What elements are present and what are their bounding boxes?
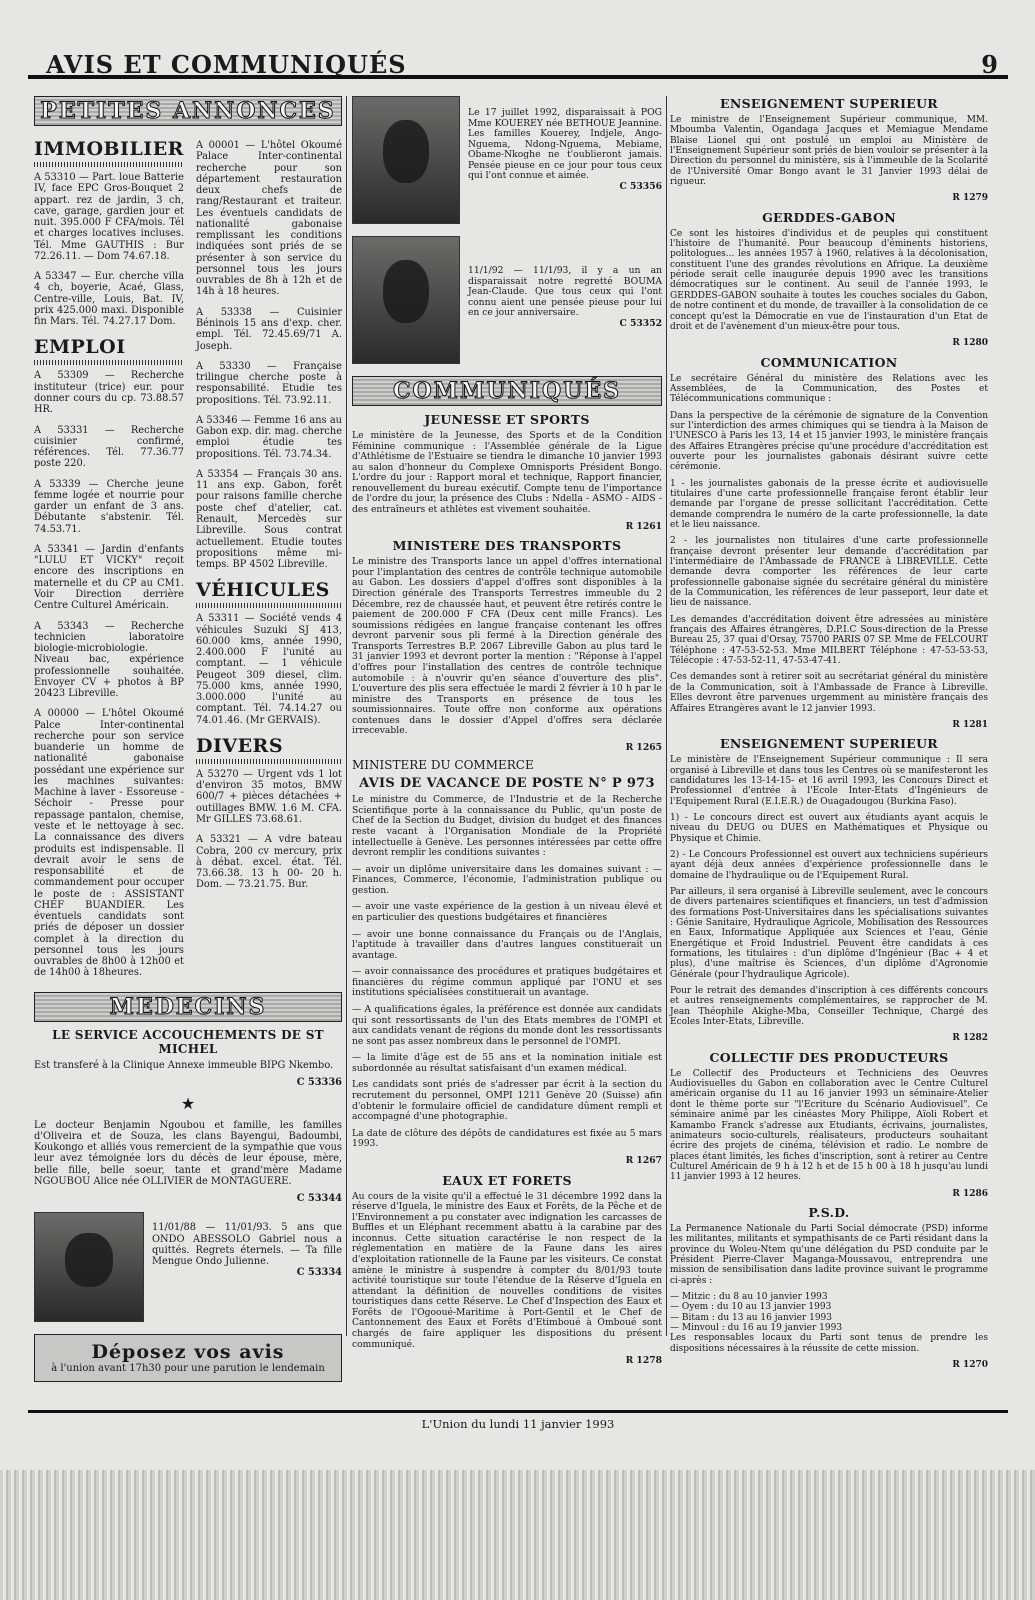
divers-heading: DIVERS (195, 734, 284, 757)
notice-text: — A qualifications égales, la préférence est donnée aux candidats qui sont ressortissants de l'un des Etats membres de l'OMPI et aux candidats venant de régions du monde dont les ressortissants ne sont pas assez nombreux dans le personnel de l'OMPI. (352, 1004, 662, 1047)
notice-text: 1) - Le concours direct est ouvert aux étudiants ayant acquis le niveau du DEUG ou DUES en Mathématiques et Physique ou Physique et Chimie. (670, 812, 988, 844)
communiques-banner: COMMUNIQUÉS (352, 376, 662, 406)
classified-ad: A 53330 — Française trilingue cherche poste à responsabilité. Etudie tes propositions. Tél. 73.92.11. (195, 360, 342, 406)
notice-ref: R 1261 (625, 520, 662, 532)
classified-ad: A 00000 — L'hôtel Okoumé Palce Inter-continental recherche pour son service buanderie un homme de nationalité gabonaise possédant une expérience sur les machines suivantes: Machine à laver - Essoreuse - Séchoir - Presse pour repassage pantalon, chemise, veste et le nettoyage à sec. La connaissance des divers produits est indispensable. Il devrait avoir le sens de responsabilité et de commandement pour occuper le poste de : ASSISTANT CHEF BUANDIER. Les éventuels candidats sont priés de déposer un dossier complet à la direction du personnel tous les jours ouvrables de 8h00 à 12h00 et de 14h00 à 18heures. (34, 708, 184, 979)
obituary-text: Le 17 juillet 1992, disparaissait à POG Mme KOUEREY née BETHOUE Jeannine. Les familles Kouerey, Indjele, Ango-Nguema, Ndong-Nguema, Mebiame, Obame-Nkoghe ne t'oublieront jamais. Pensée pieuse en ce jour pour tous ceux qui l'ont connue et aimée. (468, 107, 662, 182)
scan-noise-strip (0, 1470, 1035, 1600)
thanks-notice: Le docteur Benjamin Ngoubou et famille, les familles d'Oliveira et de Souza, les clans Bayengui, Badoumbi, Koukongo et alliés vous remercient de la sympathie que vous leur avez témoignée lors du décès de leur épouse, mère, belle fille, belle soeur, tante et grand'mère Madame NGOUBOU Alice née OLLIVIER de MONTAGUERE. (34, 1119, 342, 1187)
notice-text: 2 - les journalistes non titulaires d'une carte professionnelle française devront présenter leur demande d'accréditation par l'intermédiaire de l'Ambassade de FRANCE à LIBREVILLE. Cette demande devra comporter les références de leur carte professionnelle gabonaise signée du secrétaire général du ministère de la Communication, les références de leur passeport, leur date et lieu de naissance. (670, 536, 988, 609)
notice-ref: C 53334 (296, 1267, 342, 1279)
deposit-subline: à l'union avant 17h30 pour une parution le lendemain (51, 1363, 325, 1375)
notice-text: 1 - les journalistes gabonais de la presse écrite et audiovisuelle titulaires d'une carte professionnelle française feront établir leur demande par l'organe de presse sollicitant l'accréditation. Cette demande comprendra le numéro de la carte professionnelle, la date et le lieu naissance. (670, 478, 988, 530)
header-rule (28, 75, 1008, 79)
star-icon: ★ (180, 1094, 196, 1114)
notice-text: Les candidats sont priés de s'adresser par écrit à la section du recrutement du personnel, OMPI 1211 Genève 20 (Suisse) afin d'obtenir le formulaire officiel de candidature dûment rempli et accompagné d'une photographie. (352, 1079, 662, 1123)
notice-text: Le ministre des Transports lance un appel d'offres international pour l'implantation des centres de contrôle technique automobile au Gabon. Les dossiers d'appel d'offres sont disponibles à la Direction générale des Transports Terrestres immeuble du 2 Décembre, rez de chaussée haut, et peuvent être retirés contre le paiement de 200.000 F CFA (Deux cent mille Francs). Les soumissions rédigées en langue française contenant les offres devront parvenir sous pli fermé à la Direction générale des Transports Terrestres B.P. 2067 Libreville Gabon au plus tard le 31 janvier 1993 et devront porter la mention : "Réponse à l'appel d'offres pour l'installation des centres de contrôle technique automobile : à n'ouvrir qu'en séance d'ouverture des plis". L'ouverture des plis sera effectuée le mardi 2 février à 10 h par le ministre des Transports en présence de tous les soumissionnaires. Toute offre non conforme aux opérations contenues dans le dossier d'Appel d'offres sera déclarée irrecevable. (352, 556, 662, 737)
schedule-item: — Bitam : du 13 au 16 janvier 1993 (670, 1312, 832, 1323)
page-footer (28, 1410, 1008, 1431)
notice-text: Le secrétaire Général du ministère des Relations avec les Assemblées, de la Communication, des Postes et Télécommunications communique : (670, 373, 988, 405)
obituary-text: 11/1/92 — 11/1/93, il y a un an disparaissait notre regretté BOUMA Jean-Claude. Que tous ceux qui l'ont connu aient une pensée pieuse pour lui en ce jour anniversaire. (468, 265, 662, 319)
immobilier-heading: IMMOBILIER (34, 138, 184, 160)
classified-ad: A 53347 — Eur. cherche villa 4 ch, boyerie, Acaé, Glass, Centre-ville, Louis, Bat. IV, prix 425.000 maxi. Disponible fin Mars. Tél. 74.27.17 Dom. (34, 271, 184, 328)
classified-ad: A 53331 — Recherche cuisinier confirmé, références. Tél. 77.36.77 poste 220. (34, 424, 184, 470)
notice-text: Ces demandes sont à retirer soit au secrétariat général du ministère de la Communication, soit à l'Ambassade de France à Libreville. Elles devront être parvenues urgemment au ministère français des Affaires Etrangères avant le 12 janvier 1993. (670, 672, 988, 714)
classified-ad: A 53321 — A vdre bateau Cobra, 200 cv mercury, prix à débat. excel. état. Tél. 73.66.38. 13 h 00- 20 h. Dom. — 73.21.75. Bur. (195, 834, 342, 891)
portrait-photo (352, 236, 460, 364)
notice-text: — avoir une vaste expérience de la gestion à un niveau élevé et en particulier des questions budgétaires et financières (352, 901, 662, 923)
notice-title: GERDDES-GABON (762, 209, 896, 225)
medecins-banner: MEDECINS (34, 992, 342, 1022)
notice-ref: C 53352 (619, 317, 662, 329)
notice-text: Par ailleurs, il sera organisé à Libreville seulement, avec le concours de divers partenaires scientifiques et financiers, un test d'admission des formations Post-Universitaires dans les spécialisations suivantes : Génie Sanitaire, Hydraulique Agricole, Mobilisation des Ressources en Eaux, Informatique Appliquée aux Sciences et l'eau, Génie Energétique et Froid Industriel. Peuvent être candidats à ces formations, les titulaires : d'un diplôme d'Ingénieur (Bac + 4 et plus), d'une maîtrise ès Sciences, d'un diplôme d'Agronomie Générale (pour l'hydraulique Agricole). (670, 886, 988, 980)
notice-ref: C 53336 (296, 1077, 342, 1088)
page-header (28, 48, 1008, 78)
footer-dateline: L'Union du lundi 11 janvier 1993 (421, 1417, 615, 1431)
classified-ad: A 53346 — Femme 16 ans au Gabon exp. dir. mag. cherche emploi étudie tes propositions. Tél. 73.74.34. (195, 414, 342, 460)
communiques-column (352, 96, 662, 1367)
notice-title: COLLECTIF DES PRODUCTEURS (709, 1049, 949, 1065)
notice-text: La Permanence Nationale du Parti Social démocrate (PSD) informe les militantes, militants et sympathisants de ce Parti résidant dans la province du Woleu-Ntem qu'une délégation du PSD conduite par le Président Pierre-Claver Maganga-Moussavou, entreprendra une mission de sensibilisation dans ladite province suivant le programme ci-après : (670, 1223, 988, 1286)
notice-title: ENSEIGNEMENT SUPERIEUR (720, 736, 938, 752)
vehicules-heading: VÉHICULES (195, 579, 330, 602)
notice-title: MINISTERE DES TRANSPORTS (392, 538, 622, 554)
notice-text: Les responsables locaux du Parti sont tenus de prendre les dispositions nécessaires à la réussite de cette mission. (670, 1333, 988, 1354)
notice-text: Pour le retrait des demandes d'inscription à ces différents concours et autres renseignements complémentaires, se rapprocher de M. Jean Théophile Akighe-Mba, Conseiller Technique, Chargé des Ecoles Inter-Etats, Libreville. (670, 986, 988, 1028)
section-rule (196, 603, 342, 608)
page-number: 9 (981, 50, 998, 79)
notice-ref: R 1286 (952, 1188, 988, 1199)
notice-text: Le ministère de l'Enseignement Supérieur communique : Il sera organisé à Libreville et dans tous les Centres où se manifesteront les candidatures les 13-14-15- et 16 avril 1993, les Concours Direct et Professionnel d'entrée à l'Ecole Inter-Etats d'Ingénieurs de l'Equipement Rural (E.I.E.R.) de Ouagadougou (Burkina Faso). (670, 755, 988, 807)
notice-ref: R 1267 (625, 1154, 662, 1166)
classifieds-column (34, 96, 342, 1382)
schedule-item: — Minvoul : du 16 au 19 janvier 1993 (670, 1323, 843, 1333)
petites-annonces-banner: PETITES ANNONCES (34, 96, 342, 126)
notice-title: COMMUNICATION (760, 354, 898, 370)
classified-ad: A 53354 — Français 30 ans. 11 ans exp. Gabon, forêt pour raisons famille cherche poste chef d'atelier, cat. Renault, Mercedès sur Libreville. Sous contrat actuellement. Etudie toutes propositions même mi-temps. BP 4502 Libreville. (195, 468, 342, 571)
classified-ad: A 53311 — Société vends 4 véhicules Suzuki SJ 413, 60.000 kms, année 1990, 2.400.000 F l'unité au comptant. — 1 véhicule Peugeot 309 diesel, clim. 75.000 kms, année 1990, 3.000.000 l'unité au comptant. Tél. 74.14.27 ou 74.01.46. (Mr GERVAIS). (195, 613, 342, 726)
notice-ref: R 1265 (625, 742, 662, 754)
classified-ad: A 53339 — Cherche jeune femme logée et nourrie pour garder un enfant de 3 ans. Débutante s'abstenir. Tél. 74.53.71. (34, 478, 184, 535)
notice-ref: C 53344 (296, 1193, 342, 1205)
notice-text: — avoir connaissance des procédures et pratiques budgétaires et financières du régime commun appliqué par l'ONU et ses institutions spécialisées constituerait un avantage. (352, 966, 662, 999)
notice-text: Le Collectif des Producteurs et Techniciens des Oeuvres Audiovisuelles du Gabon en collaboration avec le Centre Culturel américain organise du 11 au 16 janvier 1993 un séminaire-Atelier dont le thème porte sur "l'Ecriture du Scénario Audiovisuel". Ce séminaire animé par les cinéastes Mory Philippe, Aïoli Robert et Kamambo Franck s'adresse aux Etudiants, écrivains, journalistes, animateurs socio-culturels, réalisateurs, producteurs souhaitant écrire des projets de cinéma, télévision et radio. Le nombre de places étant limités, les fiches d'inscription, sont à retirer au Centre Culturel Américain de 9 h à 12 h et de 15 h 00 à 18 h jusqu'au lundi 11 janvier 1993 à 12 heures. (670, 1068, 988, 1183)
schedule-item: — Mitzic : du 8 au 10 janvier 1993 (670, 1291, 828, 1302)
emploi-heading: EMPLOI (34, 336, 126, 359)
notice-title: LE SERVICE ACCOUCHEMENTS DE ST MICHEL (52, 1027, 324, 1056)
notice-title: P.S.D. (808, 1204, 850, 1220)
notices-column (670, 96, 988, 1370)
notice-text: Le ministre du Commerce, de l'Industrie et de la Recherche Scientifique porte à la connaissance du Public, qu'un poste de Chef de la Section du Budget, division du budget et des finances reste vacant à l'Organisation Mondiale de la Propriété intellectuelle à Genève. Les personnes intéressées par cette offre devront remplir les conditions suivantes : (352, 794, 662, 859)
section-title: AVIS ET COMMUNIQUÉS (46, 50, 407, 79)
notice-text: Est transferé à la Clinique Annexe immeuble BIPG Nkembo. (34, 1059, 334, 1071)
section-rule (196, 759, 342, 764)
notice-ref: R 1280 (952, 338, 988, 349)
classified-ad: A 53343 — Recherche technicien laboratoire biologie-microbiologie. Niveau bac, expérience professionnelle souhaitée. Envoyer CV + photos à BP 20423 Libreville. (34, 620, 184, 700)
notice-text: Au cours de la visite qu'il a effectué le 31 décembre 1992 dans la réserve d'Iguela, le ministre des Eaux et Forêts, de la Pêche et de l'Environnement a pu constater avec indignation les carcasses de Buffles et un Eléphant recemment abattu à la carabine par des inconnus. Cette situation caractérise le non respect de la réglementation en matière de la Faune dans les aires d'exploitation rationnelle de la Faune par les visiteurs. Ce constat amène le ministre à suspendre à compter du 8/01/93 toute activité touristique sur toute l'étendue de la Réserve d'Iguela en attendant la définition de nouvelles conditions de visites touristiques dans cette Réserve. Le Chef d'Inspection des Eaux et Forêts de l'Ogooué-Maritime à Port-Gentil et le Chef de Cantonnement des Eaux et Forêts d'Etimboué à Omboué sont chargés de faire appliquer les dispositions du présent communiqué. (352, 1190, 662, 1350)
notice-ref: C 53356 (619, 181, 662, 193)
notice-text: Dans la perspective de la cérémonie de signature de la Convention sur l'interdiction des armes chimiques qui se tiendra à la Maison de l'UNESCO à Paris les 13, 14 et 15 janvier 1993, le ministère français des Affaires Etrangères précise qu'une procédure d'accréditation est ouverte pour les journalistes gabonais désirant suivre cette cérémonie. (670, 410, 988, 473)
notice-ref: R 1282 (952, 1033, 988, 1044)
deposit-headline: Déposez vos avis (91, 1341, 285, 1364)
notice-text: — avoir un diplôme universitaire dans les domaines suivant : — Finances, Commerce, l'économie, l'administration publique ou gestion. (352, 863, 662, 896)
classified-ad: A 53341 — Jardin d'enfants "LULU ET VICKY" reçoit encore des inscriptions en maternelle et du CP au CM1. Voir Direction derrière Centre Culturel Américain. (34, 543, 184, 612)
notice-ref: R 1270 (952, 1360, 988, 1371)
notice-text: Les demandes d'accréditation doivent être adressées au ministère français des Affaires étrangères, D.P.I.C Sous-direction de la Presse Bureau 25, 37 quai d'Orsay, 75700 PARIS 07 SP. Mme de FELCOURT Téléphone : 47-53-52-53. Mme MILBERT Téléphone : 47-53-53-53, Télécopie : 47-53-52-11, 47-53-47-41. (670, 614, 988, 667)
notice-text: Ce sont les histoires d'individus et de peuples qui constituent l'histoire de l'humanité. Pour beaucoup d'éminents historiens, politologues... les années 1957 à 1960, relatives à la décolonisation, constituent l'une des grandes révolutions en Afrique. La deuxième période serait celle inaugurée depuis 1990 avec les transitions démocratiques sur le continent. Au seuil de l'année 1993, le GERDDES-GABON souhaite à toutes les couches sociales du Gabon, de notre continent et du monde, de travailler à la consolidation de ce concept qu'est la Démocratie en vue de l'instauration d'un Etat de droit et de l'avènement d'un mieux-être pour tous. (670, 228, 988, 332)
notice-title: AVIS DE VACANCE DE POSTE N° P 973 (359, 776, 655, 792)
column-divider (666, 96, 667, 1336)
notice-ref: R 1281 (952, 719, 988, 730)
footer-rule (28, 1410, 1008, 1413)
classified-ad: A 00001 — L'hôtel Okoumé Palace Inter-continental recherche pour son département restauration deux chefs de rang/Restaurant et traiteur. Les éventuels candidats de nationalité gabonaise remplissant les conditions indiquées sont priés de se présenter à son service du personnel tous les jours ouvrables de 8h à 12h et de 14h à 18 heures. (195, 140, 342, 298)
obituary-text: 11/01/88 — 11/01/93. 5 ans que ONDO ABESSOLO Gabriel nous a quittés. Regrets éternels. — Ta fille Mengue Ondo Julienne. (152, 1222, 342, 1268)
section-rule (34, 360, 184, 365)
notice-title: ENSEIGNEMENT SUPERIEUR (720, 96, 938, 111)
notice-kicker: MINISTERE DU COMMERCE (352, 757, 534, 772)
notice-text: 2) - Le Concours Professionnel est ouvert aux techniciens supérieurs ayant déjà deux années d'expérience professionnelle dans le domaine de l'hydraulique ou de l'Equipement Rural. (670, 849, 988, 881)
deposit-ad-box (34, 1334, 342, 1381)
column-divider (346, 96, 347, 1336)
notice-text: Le ministère de la Jeunesse, des Sports et de la Condition Féminine communique : l'Assemblée générale de la Ligue d'Athlétisme de l'Estuaire se tiendra le dimanche 10 janvier 1993 au salon d'honneur du Complexe Omnisports Président Bongo. L'ordre du jour : Rapport moral et technique, Rapport financier, renouvellement du bureau exécutif. Compte tenu de l'importance de l'ordre du jour, la présence des Clubs : Ndella - ASMO - AIDS - des entraîneurs et athlètes est vivement souhaitée. (352, 430, 662, 516)
portrait-photo (34, 1212, 144, 1322)
notice-ref: R 1278 (625, 1355, 662, 1367)
classified-ad: A 53310 — Part. loue Batterie IV, face EPC Gros-Bouquet 2 appart. rez de jardin, 3 ch, cave, garage, gardien jour et nuit. 395.000 F CFA/mois. Tél et charges locatives incluses. Tél. Mme GAUTHIS : Bur 72.26.11. — Dom 74.67.18. (34, 172, 184, 262)
classified-ad: A 53309 — Recherche instituteur (trice) eur. pour donner cours du cp. 73.88.57 HR. (34, 370, 184, 416)
notice-ref: R 1279 (952, 193, 988, 204)
classified-ad: A 53338 — Cuisinier Béninois 15 ans d'exp. cher. empl. Tél. 72.45.69/71 A. Joseph. (195, 306, 342, 352)
notice-text: La date de clôture des dépôts de candidatures est fixée au 5 mars 1993. (352, 1127, 662, 1150)
notice-text: — avoir une bonne connaissance du Français ou de l'Anglais, l'aptitude à travailler dans d'autres langues constituerait un avantage. (352, 928, 662, 961)
portrait-photo (352, 96, 460, 224)
notice-text: — la limite d'âge est de 55 ans et la nomination initiale est subordonnée au résultat satisfaisant d'un examen médical. (352, 1052, 662, 1074)
schedule-item: — Oyem : du 10 au 13 janvier 1993 (670, 1302, 832, 1313)
classified-ad: A 53270 — Urgent vds 1 lot d'environ 35 motos, BMW 600/7 + pièces détachées + outillages BMW. 1.6 M. CFA. Mr GILLES 73.68.61. (195, 768, 342, 826)
notice-title: EAUX ET FORETS (442, 1172, 572, 1188)
notice-text: Le ministre de l'Enseignement Supérieur communique, MM. Mboumba Valentin, Ogandaga Jacques et Memiague Mendame Blaise Lionel qui ont postulé un emploi au Ministère de l'Enseignement Supérieur sont priés de bien vouloir se présenter à la Direction du personnel du ministère, sis à l'immeuble de la Scolarité de l'Université Omar Bongo avant le 31 Janvier 1993 délai de rigueur. (670, 115, 988, 188)
section-rule (34, 162, 184, 167)
notice-title: JEUNESSE ET SPORTS (424, 412, 590, 427)
